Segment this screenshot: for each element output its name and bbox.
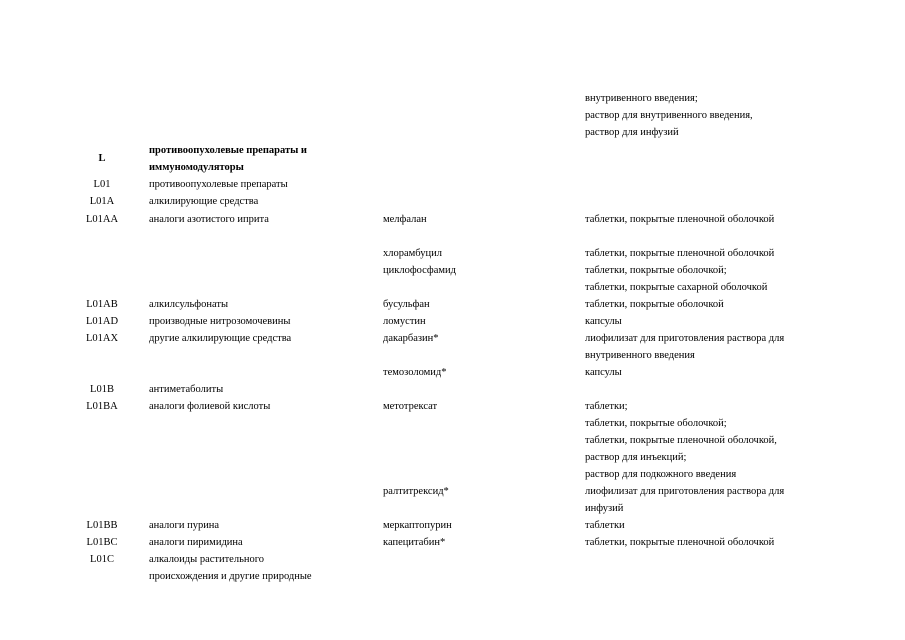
atc-group: противоопухолевые препараты — [149, 179, 288, 190]
form-text: внутривенного введения; — [585, 93, 698, 104]
atc-code: L01AA — [85, 214, 119, 225]
form-text: раствор для подкожного введения — [585, 469, 737, 480]
atc-group: аналоги пиримидина — [149, 537, 243, 548]
form-text: таблетки, покрытые оболочкой; — [585, 265, 727, 276]
form-text: таблетки, покрытые оболочкой — [585, 299, 724, 310]
form-text: таблетки, покрытые оболочкой; — [585, 418, 727, 429]
form-text: таблетки, покрытые сахарной оболочкой — [585, 282, 768, 293]
drug-name: темозоломид* — [383, 367, 447, 378]
form-text: таблетки — [585, 520, 625, 531]
atc-code: L01AB — [86, 299, 118, 310]
atc-group: алкилирующие средства — [149, 196, 259, 207]
atc-code: L01BA — [86, 401, 118, 412]
drug-name: бусульфан — [383, 299, 430, 310]
atc-group: антиметаболиты — [149, 384, 224, 395]
atc-group: алкалоиды растительного — [149, 554, 265, 565]
form-text: раствор для инъекций; — [585, 452, 687, 463]
atc-code: L01AX — [85, 333, 119, 344]
form-text: лиофилизат для приготовления раствора для — [585, 333, 785, 344]
form-text: раствор для внутривенного введения, — [585, 110, 753, 121]
atc-code: L01A — [89, 196, 115, 207]
form-text: таблетки; — [585, 401, 628, 412]
drug-name: капецитабин* — [383, 537, 446, 548]
atc-group: производные нитрозомочевины — [149, 316, 291, 327]
atc-code: L01BB — [86, 520, 118, 531]
atc-code: L01B — [90, 384, 114, 395]
atc-group: происхождения и другие природные — [149, 571, 312, 582]
form-text: таблетки, покрытые пленочной оболочкой — [585, 537, 775, 548]
atc-code: L01BC — [86, 537, 118, 548]
form-text: капсулы — [585, 367, 622, 378]
atc-group: аналоги фолиевой кислоты — [149, 401, 271, 412]
drug-name: ралтитрексид* — [383, 486, 449, 497]
atc-code: L01C — [90, 554, 114, 565]
form-text: раствор для инфузий — [585, 127, 679, 138]
atc-group: алкилсульфонаты — [149, 299, 228, 310]
drug-name: мелфалан — [383, 214, 427, 225]
form-text: таблетки, покрытые пленочной оболочкой, — [585, 435, 777, 446]
drug-name: хлорамбуцил — [383, 248, 442, 259]
drug-name: ломустин — [383, 316, 426, 327]
atc-code: L — [98, 153, 106, 164]
form-text: внутривенного введения — [585, 350, 695, 361]
form-text: капсулы — [585, 316, 622, 327]
form-text: таблетки, покрытые пленочной оболочкой — [585, 214, 775, 225]
atc-code: L01AD — [85, 316, 119, 327]
form-text: лиофилизат для приготовления раствора для — [585, 486, 785, 497]
drug-name: меркаптопурин — [383, 520, 452, 531]
drug-name: дакарбазин* — [383, 333, 439, 344]
atc-group: аналоги азотистого иприта — [149, 214, 269, 225]
atc-code: L01 — [93, 179, 111, 190]
atc-group: противоопухолевые препараты и — [149, 145, 307, 156]
atc-group: иммуномодуляторы — [149, 162, 244, 173]
drug-name: циклофосфамид — [383, 265, 457, 276]
form-text: инфузий — [585, 503, 624, 514]
drug-name: метотрексат — [383, 401, 438, 412]
form-text: таблетки, покрытые пленочной оболочкой — [585, 248, 775, 259]
atc-group: аналоги пурина — [149, 520, 220, 531]
atc-group: другие алкилирующие средства — [149, 333, 292, 344]
